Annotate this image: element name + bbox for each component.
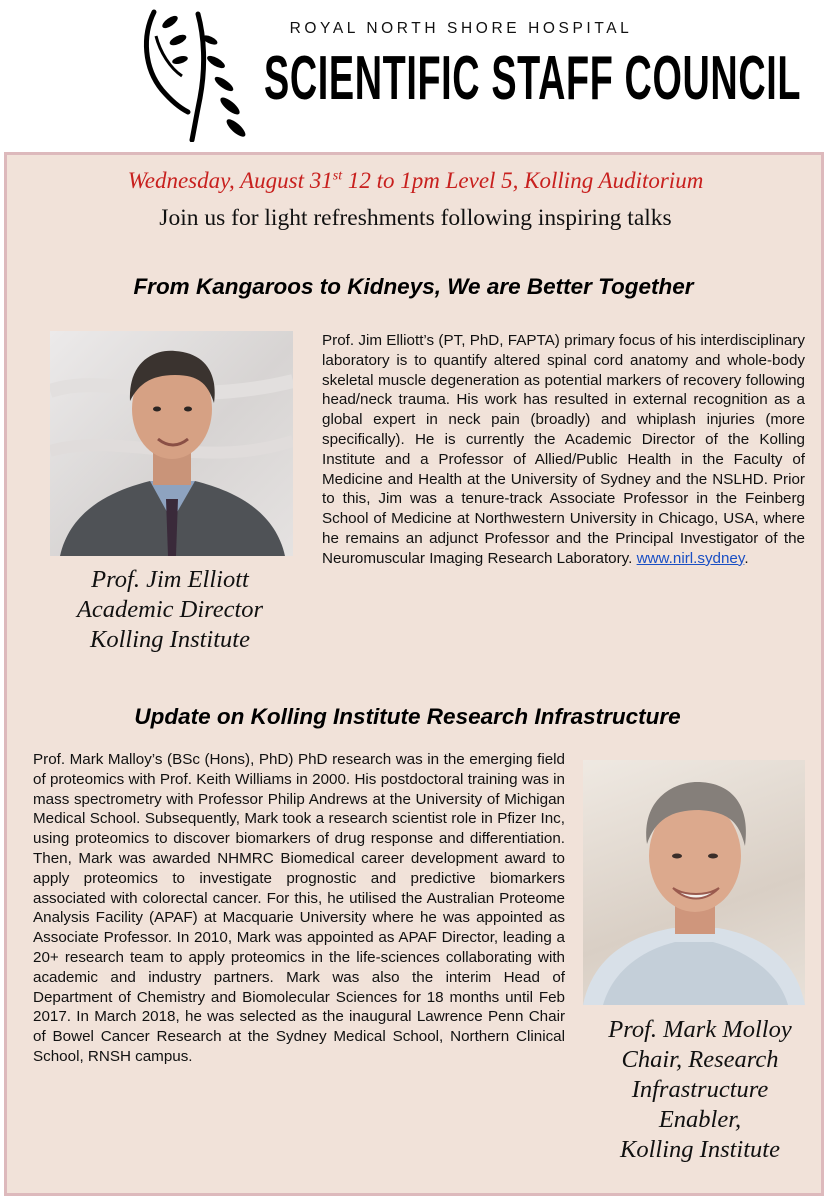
speaker1-photo	[50, 331, 293, 556]
speaker2-role-line3: Enabler,	[658, 1106, 742, 1133]
speaker2-photo	[583, 760, 805, 1005]
speaker2-caption	[570, 1015, 830, 1165]
event-date-location	[0, 168, 831, 194]
speaker2-org: Kolling Institute	[620, 1136, 780, 1163]
talk1-title: From Kangaroos to Kidneys, We are Better Together	[133, 274, 694, 299]
speaker1-name: Prof. Jim Elliott	[91, 566, 249, 593]
speaker2-role-line1: Chair, Research	[621, 1046, 779, 1073]
speaker1-caption	[30, 565, 310, 655]
speaker2-role-line2: Infrastructure	[631, 1076, 769, 1103]
event-tagline: Join us for light refreshments following inspiring talks	[159, 205, 672, 231]
speaker1-bio	[322, 331, 805, 569]
speaker1-bio-text: Prof. Jim Elliott’s (PT, PhD, FAPTA) primary focus of his interdisciplinary laboratory is to quantify altered spinal cord anatomy and whole-body skeletal muscle degeneration as potential markers of recovery following head/neck trauma. His work has resulted in external recognition as a global expert in neck pain (broadly) and whiplash injuries (more specifically). He is currently the Academic Director of the Kolling Institute and a Professor of Allied/Public Health in the Faculty of Medicine and Health at the University of Sydney and the NSLHD. Prior to this, Jim was a tenure-track Associate Professor in the Feinberg School of Medicine at Northwestern University in Chicago, USA, where he remains an adjunct Professor and the Principal Investigator of the Neuromuscular Imaging Research Laboratory.	[322, 332, 805, 567]
council-logo-icon	[140, 6, 260, 142]
speaker2-bio: Prof. Mark Malloy’s (BSc (Hons), PhD) PhD research was in the emerging field of proteomics with Prof. Keith Williams in 2000. His postdoctoral training was in mass spectrometry with Professor Philip Andrews at the University of Michigan Medical School. Subsequently, Mark took a research scientist role in Pfizer Inc, using proteomics to discover biomarkers of drug response and differentiation. Then, Mark was awarded NHMRC Biomedical career development award to apply proteomics to investigate prognostic and predictive biomarkers associated with colorectal cancer. For this, he utilised the Australian Proteome Analysis Facility (APAF) at Macquarie University where he was appointed as Associate Professor. In 2010, Mark was appointed as APAF Director, leading a 20+ research team to apply proteomics in the life-sciences collaborating with academic and industry partners. Mark was also the interim Head of Department of Chemistry and Biomolecular Sciences for 18 months until Feb 2017. In March 2018, he was selected as the inaugural Lawrence Penn Chair of Bowel Cancer Research at the Sydney Medical School, Northern Clinical School, RNSH campus.	[33, 751, 565, 1065]
speaker1-org: Kolling Institute	[90, 626, 250, 653]
event-date-ordinal: st	[332, 168, 343, 184]
hospital-name: ROYAL NORTH SHORE HOSPITAL	[289, 20, 633, 37]
nirl-link[interactable]: www.nirl.sydney	[636, 549, 745, 567]
talk2-title: Update on Kolling Institute Research Infrastructure	[134, 704, 681, 729]
header	[0, 0, 831, 148]
event-time-place: 12 to 1pm Level 5, Kolling Auditorium	[342, 168, 704, 193]
event-day-date: Wednesday, August 31	[127, 168, 333, 193]
speaker1-bio-trail: .	[744, 549, 749, 567]
council-name: SCIENTIFIC STAFF COUNCIL	[264, 44, 802, 113]
speaker2-name: Prof. Mark Molloy	[608, 1016, 792, 1043]
speaker1-role: Academic Director	[76, 596, 264, 623]
